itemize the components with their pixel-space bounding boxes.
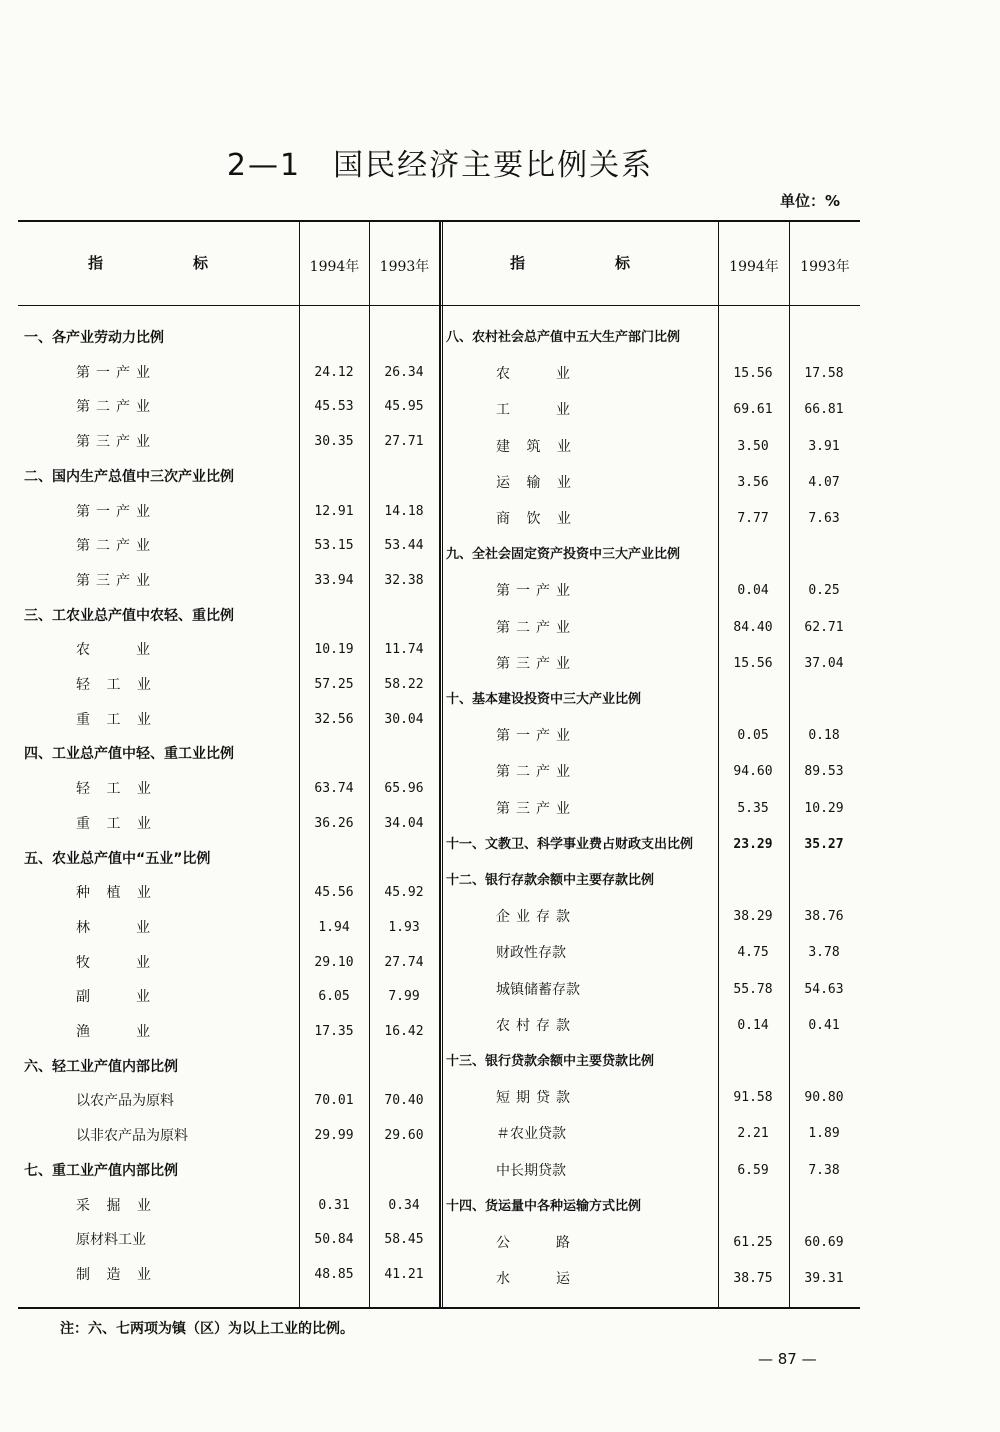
row-label: 第一产业 <box>496 728 576 745</box>
table-row <box>0 1121 1000 1147</box>
section-heading: 八、农村社会总产值中五大生产部门比例 <box>446 330 681 345</box>
row-label: 运 输 业 <box>496 474 577 491</box>
value-1993: 39.31 <box>804 1271 844 1287</box>
row-label: 建 筑 业 <box>496 438 577 455</box>
value-1994: 7.77 <box>737 511 769 526</box>
row-label: 城镇储蓄存款 <box>496 981 580 998</box>
row-label: 企业存款 <box>496 909 576 926</box>
value-1994: 15.56 <box>733 655 773 671</box>
header-indicator-left: 指 标 <box>88 254 209 272</box>
value-1993: 1.89 <box>808 1126 840 1142</box>
value-1993: 58.45 <box>384 1232 424 1248</box>
value-1993: 27.74 <box>384 954 424 970</box>
row-label: 原材料工业 <box>76 1232 146 1249</box>
value-1994: 38.75 <box>733 1271 773 1287</box>
value-1994: 3.50 <box>737 438 769 454</box>
value-1994: 5.35 <box>737 800 769 816</box>
row-label: 中长期贷款 <box>496 1162 566 1179</box>
row-label: 重 工 业 <box>76 815 157 832</box>
row-label: 第三产业 <box>76 434 156 451</box>
value-1993: 17.58 <box>804 366 844 382</box>
table-row <box>0 542 1000 568</box>
value-1993: 0.34 <box>388 1197 420 1213</box>
table-row <box>0 723 1000 749</box>
row-label: 第三产业 <box>76 572 156 589</box>
row-label: 轻 工 业 <box>76 677 157 693</box>
value-1994: 33.94 <box>314 572 354 588</box>
table-row <box>0 832 1000 858</box>
value-1994: 63.74 <box>314 781 354 797</box>
table-row <box>0 361 1000 387</box>
row-label: 第二产业 <box>496 764 576 781</box>
value-1993: 30.04 <box>384 711 424 727</box>
value-1994: 29.10 <box>314 954 354 970</box>
row-label: 轻 工 业 <box>76 781 157 798</box>
value-1993: 14.18 <box>384 503 424 519</box>
value-1993: 10.29 <box>804 800 844 816</box>
value-1993: 7.63 <box>808 511 840 526</box>
section-heading: 一、各产业劳动力比例 <box>24 330 164 346</box>
value-1993: 7.99 <box>388 989 420 1005</box>
footnote: 注：六、七两项为镇（区）为以上工业的比例。 <box>60 1321 354 1337</box>
row-label: 以农产品为原料 <box>76 1093 174 1110</box>
table-row <box>0 1013 1000 1039</box>
row-label: 短期贷款 <box>496 1090 576 1107</box>
value-1993: 26.34 <box>384 364 424 380</box>
value-1994: 50.84 <box>314 1232 354 1248</box>
row-label: 以非农产品为原料 <box>76 1128 188 1145</box>
row-label: 采 掘 业 <box>76 1197 157 1214</box>
row-label: 工 业 <box>496 402 576 419</box>
table-row <box>0 615 1000 641</box>
value-1994: 45.56 <box>314 885 354 901</box>
section-heading: 十、基本建设投资中三大产业比例 <box>446 692 642 707</box>
value-1994: 2.21 <box>737 1126 769 1142</box>
value-1993: 45.92 <box>384 885 424 901</box>
value-1994: 36.26 <box>314 815 354 831</box>
value-1993: 62.71 <box>804 619 844 635</box>
value-1994: 91.58 <box>733 1090 773 1106</box>
header-1994-left: 1994年 <box>309 259 360 275</box>
table-row <box>0 397 1000 423</box>
value-1994: 32.56 <box>314 711 354 727</box>
value-1994: 0.14 <box>737 1017 769 1033</box>
value-1993: 0.25 <box>808 583 840 599</box>
value-1994: 29.99 <box>314 1128 354 1144</box>
value-1994: 12.91 <box>314 503 354 519</box>
value-1993: 58.22 <box>384 677 424 692</box>
unit-label: 单位：% <box>780 192 841 210</box>
value-1994: 84.40 <box>733 619 773 635</box>
value-1994: 1.94 <box>318 919 350 935</box>
value-1994: 38.29 <box>733 909 773 925</box>
table-row <box>0 868 1000 894</box>
row-label: 制 造 业 <box>76 1266 157 1283</box>
value-1994: 70.01 <box>314 1093 354 1109</box>
header-indicator-right: 指 标 <box>510 254 631 272</box>
table-row <box>0 977 1000 1003</box>
row-label: 牧 业 <box>76 954 156 971</box>
table-row <box>0 759 1000 785</box>
value-1994: 45.53 <box>314 399 354 415</box>
value-1993: 89.53 <box>804 764 844 780</box>
row-label: 种 植 业 <box>76 885 157 902</box>
row-label: ＃农业贷款 <box>496 1126 566 1143</box>
table-row <box>0 796 1000 822</box>
row-label: 第二产业 <box>496 619 576 636</box>
section-heading: 十四、货运量中各种运输方式比例 <box>446 1198 642 1214</box>
page-number: — 87 — <box>758 1350 817 1368</box>
value-1993: 3.78 <box>808 945 840 961</box>
value-1993: 41.21 <box>384 1266 424 1282</box>
value-1993: 54.63 <box>804 981 844 997</box>
value-1993: 11.74 <box>384 642 424 658</box>
value-1993: 90.80 <box>804 1090 844 1106</box>
value-1994: 69.61 <box>733 402 773 418</box>
row-label: 林 业 <box>76 919 156 936</box>
row-label: 水 运 <box>496 1271 576 1288</box>
header-1993-left: 1993年 <box>379 259 430 275</box>
value-1993: 60.69 <box>804 1235 844 1250</box>
page-title: 2—1 国民经济主要比例关系 <box>226 148 654 183</box>
value-1994: 3.56 <box>737 474 769 490</box>
value-1994: 0.04 <box>737 583 769 599</box>
row-label: 第一产业 <box>496 583 576 600</box>
row-label: 农 业 <box>76 642 156 659</box>
row-label: 副 业 <box>76 989 156 1006</box>
table-row <box>0 651 1000 677</box>
row-label: 农村存款 <box>496 1017 576 1034</box>
value-1994: 48.85 <box>314 1266 354 1282</box>
row-label: 第三产业 <box>496 655 576 672</box>
value-1993: 45.95 <box>384 399 424 415</box>
section-heading: 十三、银行贷款余额中主要贷款比例 <box>446 1054 655 1069</box>
value-1994: 0.31 <box>318 1197 350 1213</box>
value-1993: 35.27 <box>804 836 844 852</box>
table-row <box>0 1158 1000 1184</box>
value-1993: 53.44 <box>384 538 424 554</box>
value-1993: 16.42 <box>384 1024 424 1039</box>
table-row <box>0 687 1000 713</box>
header-1993-right: 1993年 <box>800 259 850 275</box>
row-label: 第二产业 <box>76 538 156 555</box>
value-1994: 55.78 <box>733 981 773 997</box>
value-1993: 66.81 <box>804 402 844 418</box>
value-1993: 37.04 <box>804 655 844 671</box>
value-1994: 53.15 <box>314 538 354 554</box>
section-heading: 十一、文教卫、科学事业费占财政支出比例 <box>446 836 694 852</box>
row-label: 第二产业 <box>76 399 156 416</box>
section-heading: 七、重工业产值内部比例 <box>24 1162 178 1179</box>
value-1993: 65.96 <box>384 781 424 797</box>
value-1993: 1.93 <box>388 919 420 935</box>
value-1994: 17.35 <box>314 1024 354 1039</box>
value-1994: 24.12 <box>314 364 354 380</box>
section-heading: 三、工农业总产值中农轻、重比例 <box>24 607 234 624</box>
row-label: 重 工 业 <box>76 711 157 728</box>
row-label: 第一产业 <box>76 364 156 381</box>
value-1993: 32.38 <box>384 572 424 588</box>
value-1993: 0.18 <box>808 728 840 744</box>
table-row <box>0 904 1000 930</box>
section-heading: 五、农业总产值中“五业”比例 <box>24 850 211 867</box>
table-row <box>0 1194 1000 1220</box>
value-1993: 7.38 <box>808 1162 840 1178</box>
value-1993: 27.71 <box>384 434 424 450</box>
value-1993: 38.76 <box>804 909 844 925</box>
value-1993: 4.07 <box>808 474 840 490</box>
value-1993: 3.91 <box>808 438 840 454</box>
row-label: 农 业 <box>496 366 576 383</box>
table-row <box>0 940 1000 966</box>
section-heading: 六、轻工业产值内部比例 <box>24 1058 178 1075</box>
value-1994: 30.35 <box>314 434 354 450</box>
value-1994: 0.05 <box>737 728 769 744</box>
value-1994: 23.29 <box>733 836 773 852</box>
row-label: 商 饮 业 <box>496 511 577 527</box>
row-label: 渔 业 <box>76 1024 156 1040</box>
row-label: 财政性存款 <box>496 945 566 962</box>
row-label: 第一产业 <box>76 503 156 520</box>
value-1994: 10.19 <box>314 642 354 658</box>
section-heading: 十二、银行存款余额中主要存款比例 <box>446 873 655 888</box>
table-row <box>0 1085 1000 1111</box>
value-1994: 94.60 <box>733 764 773 780</box>
table-row <box>0 506 1000 532</box>
value-1994: 15.56 <box>733 366 773 382</box>
table-row <box>0 1049 1000 1075</box>
value-1994: 6.05 <box>318 989 350 1005</box>
table-row <box>0 470 1000 496</box>
row-label: 第三产业 <box>496 800 576 817</box>
table-row <box>0 1266 1000 1292</box>
table-row <box>0 434 1000 460</box>
section-heading: 九、全社会固定资产投资中三大产业比例 <box>446 547 681 563</box>
value-1993: 34.04 <box>384 815 424 831</box>
section-heading: 二、国内生产总值中三次产业比例 <box>24 468 234 485</box>
table-row <box>0 325 1000 351</box>
table-row <box>0 1230 1000 1256</box>
value-1994: 4.75 <box>737 945 769 961</box>
table-row <box>0 578 1000 604</box>
value-1994: 57.25 <box>314 677 354 692</box>
value-1994: 61.25 <box>733 1235 773 1250</box>
value-1993: 29.60 <box>384 1128 424 1144</box>
value-1994: 6.59 <box>737 1162 769 1178</box>
header-1994-right: 1994年 <box>729 259 779 275</box>
row-label: 公 路 <box>496 1235 576 1251</box>
section-heading: 四、工业总产值中轻、重工业比例 <box>24 746 234 763</box>
value-1993: 70.40 <box>384 1093 424 1109</box>
value-1993: 0.41 <box>808 1017 840 1033</box>
